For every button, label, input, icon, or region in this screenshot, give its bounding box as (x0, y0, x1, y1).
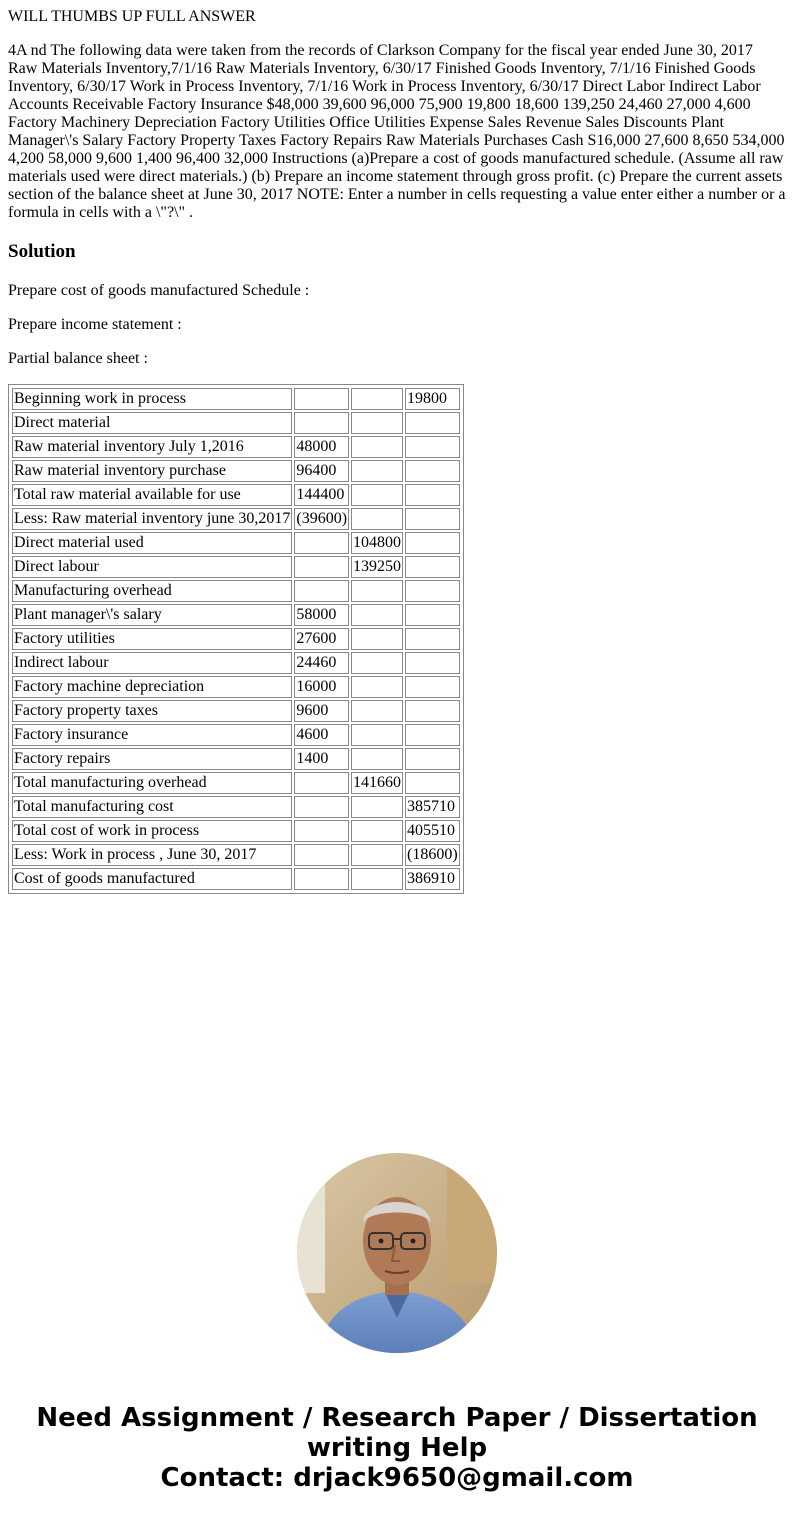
table-cell-amount (351, 628, 403, 650)
table-cell-amount (294, 868, 349, 890)
table-row (12, 844, 460, 866)
promo-line-2: writing Help (306, 1433, 488, 1463)
table-cell-amount (294, 388, 349, 410)
table-row (12, 820, 460, 842)
table-cell-amount (351, 724, 403, 746)
question-body: 4A nd The following data were taken from the records of Clarkson Company for the fiscal year ended June 30, 2017 Raw Materials Inventory,7/1/16 Raw Materials Inventory, 6/30/17 Finished Goods Inventory, 7/1/16 Finished Goods Inventory, 6/30/17 Work in Process Inventory, 7/1/16 Work in Process Inventory, 6/30/17 Direct Labor Indirect Labor Accounts Receivable Factory Insurance $48,000 39,600 96,000 75,900 19,800 18,600 139,250 24,460 27,000 4,600 Factory Machinery Depreciation Factory Utilities Office Utilities Expense Sales Revenue Sales Discounts Plant Manager\'s Salary Factory Property Taxes Factory Repairs Raw Materials Purchases Cash S16,000 27,600 8,650 534,000 4,200 58,000 9,600 1,400 96,400 32,000 Instructions (a)Prepare a cost of goods manufactured schedule. (Assume all raw materials used were direct materials.) (b) Prepare an income statement through gross profit. (c) Prepare the current assets section of the balance sheet at June 30, 2017 NOTE: Enter a number in cells requesting a value enter either a number or a formula in cells with a \"?\" . (8, 42, 786, 221)
table-cell-label: Manufacturing overhead (12, 580, 292, 602)
table-row (12, 748, 460, 770)
table-cell-amount (351, 700, 403, 722)
table-row (12, 532, 460, 554)
table-row (12, 700, 460, 722)
table-cell-amount (405, 724, 460, 746)
table-row (12, 868, 460, 890)
table-cell-label: Total cost of work in process (12, 820, 292, 842)
table-cell-amount (294, 772, 349, 794)
table-cell-amount (405, 412, 460, 434)
author-photo (297, 1153, 497, 1353)
table-cell-amount: (18600) (405, 844, 460, 866)
table-cell-amount (405, 748, 460, 770)
table-cell-amount (405, 580, 460, 602)
table-cell-amount (405, 460, 460, 482)
table-cell-amount (351, 868, 403, 890)
table-cell-label: Direct material (12, 412, 292, 434)
table-cell-amount (405, 532, 460, 554)
table-cell-amount: 27600 (294, 628, 349, 650)
table-row (12, 628, 460, 650)
table-row (12, 772, 460, 794)
table-cell-amount: 58000 (294, 604, 349, 626)
table-cell-label: Factory machine depreciation (12, 676, 292, 698)
solution-heading: Solution (8, 241, 76, 262)
table-row (12, 556, 460, 578)
table-cell-amount (294, 556, 349, 578)
solution-line-cogm: Prepare cost of goods manufactured Schedule : (8, 282, 310, 299)
table-cell-label: Raw material inventory purchase (12, 460, 292, 482)
table-cell-amount: (39600) (294, 508, 349, 530)
table-cell-amount (294, 580, 349, 602)
table-cell-amount (405, 604, 460, 626)
table-row (12, 580, 460, 602)
table-row (12, 724, 460, 746)
table-cell-label: Factory utilities (12, 628, 292, 650)
table-cell-label: Raw material inventory July 1,2016 (12, 436, 292, 458)
table-cell-amount (294, 844, 349, 866)
table-cell-label: Plant manager\'s salary (12, 604, 292, 626)
promo-line-1: Need Assignment / Research Paper / Dissertation (36, 1403, 758, 1433)
table-row (12, 388, 460, 410)
table-cell-amount (405, 628, 460, 650)
table-cell-label: Direct labour (12, 556, 292, 578)
author-photo-image (297, 1153, 497, 1353)
table-cell-amount (294, 820, 349, 842)
table-cell-amount: 144400 (294, 484, 349, 506)
table-cell-label: Total raw material available for use (12, 484, 292, 506)
table-cell-amount (405, 484, 460, 506)
table-cell-amount (351, 748, 403, 770)
table-cell-amount: 104800 (351, 532, 403, 554)
table-cell-amount: 4600 (294, 724, 349, 746)
table-cell-amount: 48000 (294, 436, 349, 458)
table-cell-amount (405, 652, 460, 674)
table-cell-amount (405, 700, 460, 722)
table-cell-amount: 9600 (294, 700, 349, 722)
promo-contact: Contact: drjack9650@gmail.com (160, 1463, 634, 1493)
table-row (12, 796, 460, 818)
table-cell-amount (351, 844, 403, 866)
table-row (12, 484, 460, 506)
table-row (12, 436, 460, 458)
table-cell-amount (351, 484, 403, 506)
table-cell-amount: 19800 (405, 388, 460, 410)
table-cell-amount (351, 676, 403, 698)
table-cell-amount (294, 796, 349, 818)
table-cell-label: Factory repairs (12, 748, 292, 770)
solution-line-income: Prepare income statement : (8, 316, 182, 333)
solution-line-balance: Partial balance sheet : (8, 350, 148, 367)
table-cell-amount: 139250 (351, 556, 403, 578)
table-cell-amount (351, 580, 403, 602)
table-cell-amount (405, 676, 460, 698)
table-cell-amount: 405510 (405, 820, 460, 842)
table-row (12, 604, 460, 626)
table-cell-label: Indirect labour (12, 652, 292, 674)
table-cell-amount (351, 412, 403, 434)
table-cell-amount (405, 436, 460, 458)
table-cell-amount: 385710 (405, 796, 460, 818)
table-cell-label: Less: Raw material inventory june 30,2017 (12, 508, 292, 530)
table-cell-amount: 141660 (351, 772, 403, 794)
question-title: WILL THUMBS UP FULL ANSWER (8, 8, 256, 25)
table-cell-amount (351, 820, 403, 842)
table-cell-amount: 16000 (294, 676, 349, 698)
table-cell-label: Total manufacturing cost (12, 796, 292, 818)
table-cell-amount (351, 388, 403, 410)
table-row (12, 412, 460, 434)
table-cell-label: Factory insurance (12, 724, 292, 746)
cogm-schedule-table (8, 384, 464, 894)
table-cell-amount (351, 460, 403, 482)
table-row (12, 676, 460, 698)
table-cell-amount (351, 652, 403, 674)
table-cell-label: Factory property taxes (12, 700, 292, 722)
table-row (12, 460, 460, 482)
table-cell-amount (405, 772, 460, 794)
table-cell-amount (351, 604, 403, 626)
table-cell-label: Less: Work in process , June 30, 2017 (12, 844, 292, 866)
table-cell-amount (294, 412, 349, 434)
table-row (12, 508, 460, 530)
table-cell-amount (351, 508, 403, 530)
table-cell-amount: 24460 (294, 652, 349, 674)
table-row (12, 652, 460, 674)
table-cell-amount (294, 532, 349, 554)
table-cell-label: Cost of goods manufactured (12, 868, 292, 890)
table-cell-amount (405, 508, 460, 530)
table-cell-label: Direct material used (12, 532, 292, 554)
table-cell-amount: 386910 (405, 868, 460, 890)
table-cell-amount (351, 436, 403, 458)
table-cell-amount (351, 796, 403, 818)
promo-footer (0, 1403, 794, 1493)
table-cell-amount: 96400 (294, 460, 349, 482)
table-cell-amount (405, 556, 460, 578)
table-cell-label: Beginning work in process (12, 388, 292, 410)
table-cell-label: Total manufacturing overhead (12, 772, 292, 794)
table-cell-amount: 1400 (294, 748, 349, 770)
